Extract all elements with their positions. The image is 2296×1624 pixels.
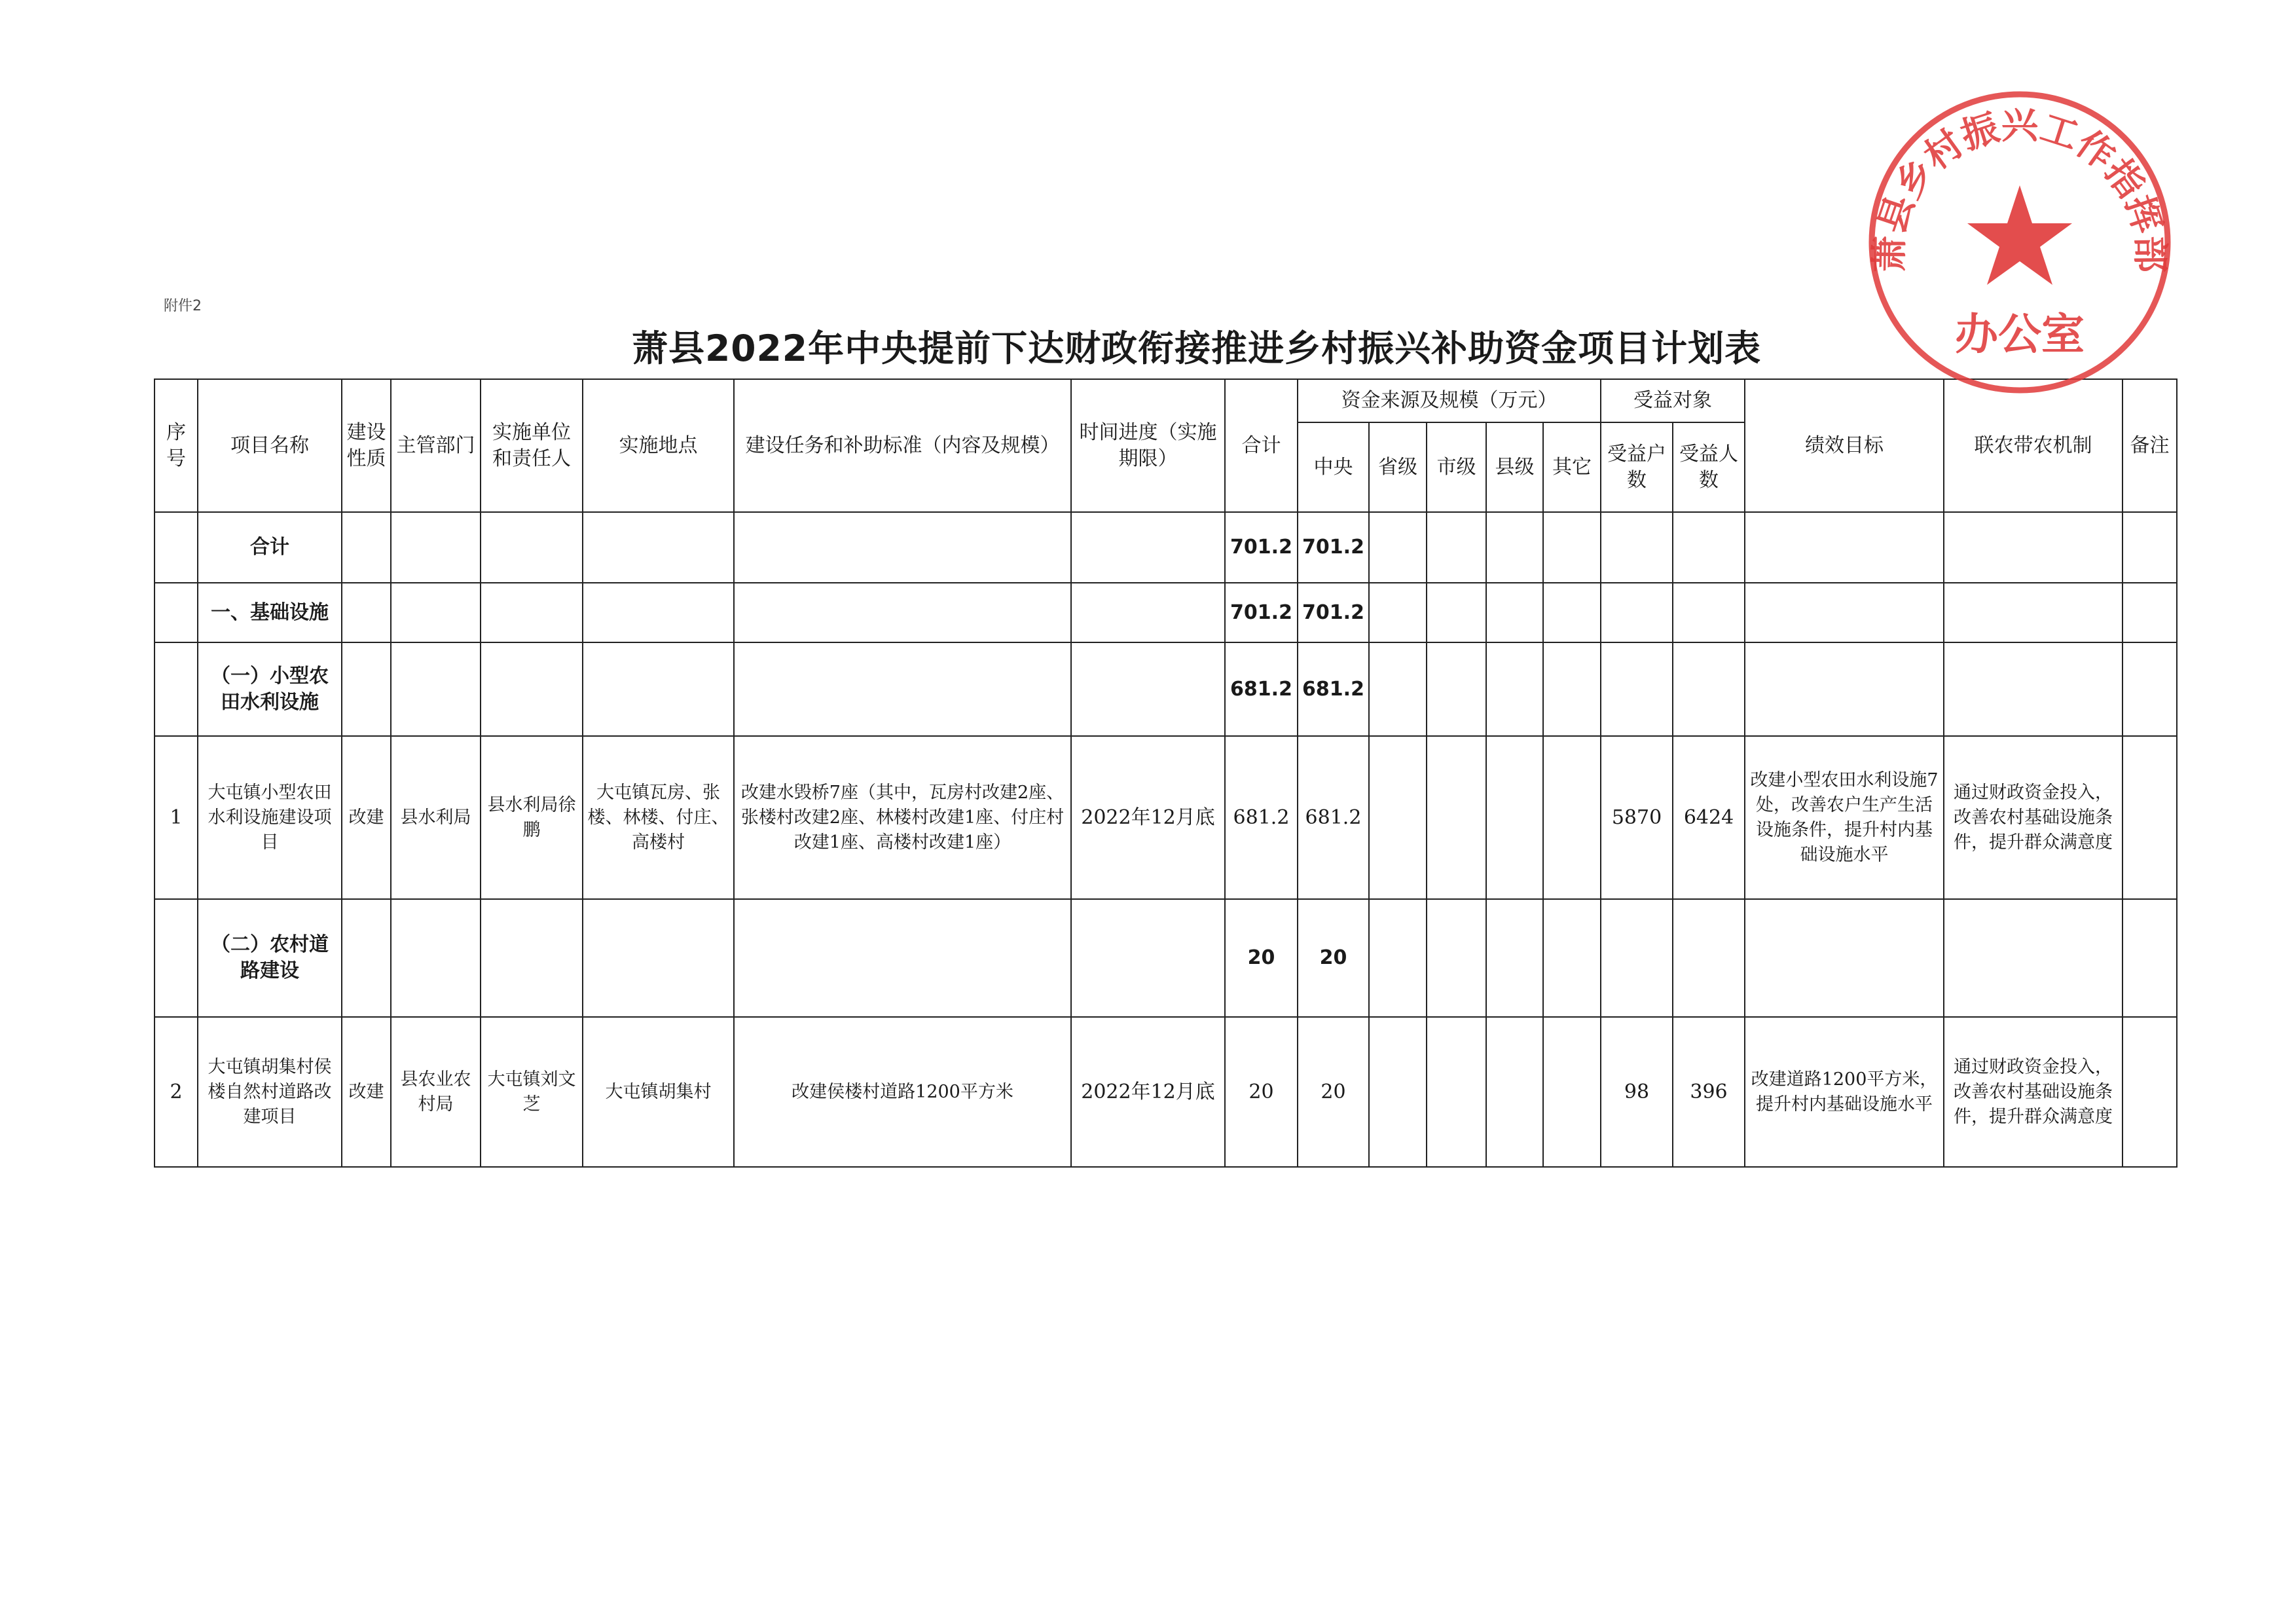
cell-empty [734,642,1071,736]
cell-empty [1601,899,1673,1017]
cell-empty [1543,642,1601,736]
cell-empty [481,642,583,736]
cell-empty [155,512,198,583]
header-people: 受益人数 [1673,422,1745,512]
p1-people: 6424 [1673,736,1745,899]
row-sub1-name: （一）小型农田水利设施 [198,642,342,736]
cell-empty [1944,642,2123,736]
cell-empty [391,642,481,736]
cell-empty [583,512,734,583]
cell-empty [1369,899,1427,1017]
table-row-project-1 [155,736,2177,899]
p1-total: 681.2 [1225,736,1298,899]
row-sub1-total: 681.2 [1225,642,1298,736]
header-county: 县级 [1486,422,1543,512]
p2-dept: 县农业农村局 [391,1017,481,1167]
cell-empty [481,899,583,1017]
cell-empty [1673,583,1745,642]
cell-empty [1601,583,1673,642]
cell-empty [1486,642,1543,736]
cell-empty [1369,642,1427,736]
p1-unit: 县水利局徐鹏 [481,736,583,899]
cell-empty [1745,512,1944,583]
header-task: 建设任务和补助标准（内容及规模） [734,379,1071,512]
star-icon [1967,185,2072,285]
header-seq: 序号 [155,379,198,512]
header-other: 其它 [1543,422,1601,512]
table-row-project-2 [155,1017,2177,1167]
p2-households: 98 [1601,1017,1673,1167]
row-sub1-central: 681.2 [1298,642,1369,736]
cell-empty [583,642,734,736]
cell-empty [1543,736,1601,899]
row-total-name: 合计 [198,512,342,583]
cell-empty [1543,1017,1601,1167]
cell-empty [342,899,391,1017]
cell-empty [1071,512,1225,583]
p1-central: 681.2 [1298,736,1369,899]
p2-unit: 大屯镇刘文芝 [481,1017,583,1167]
cell-empty [391,512,481,583]
document-title: 萧县2022年中央提前下达财政衔接推进乡村振兴补助资金项目计划表 [632,327,1762,369]
p2-mechanism: 通过财政资金投入，改善农村基础设施条件，提升群众满意度 [1944,1017,2123,1167]
cell-empty [1486,583,1543,642]
p2-central: 20 [1298,1017,1369,1167]
table-row-subcategory [155,642,2177,736]
row-cat1-total: 701.2 [1225,583,1298,642]
row-sub2-central: 20 [1298,899,1369,1017]
cell-empty [391,899,481,1017]
header-location: 实施地点 [583,379,734,512]
header-dept: 主管部门 [391,379,481,512]
p2-total: 20 [1225,1017,1298,1167]
p1-schedule: 2022年12月底 [1071,736,1225,899]
cell-empty [1427,1017,1486,1167]
cell-empty [155,899,198,1017]
header-schedule: 时间进度（实施期限） [1071,379,1225,512]
cell-empty [1369,1017,1427,1167]
cell-empty [1486,1017,1543,1167]
cell-empty [2123,512,2177,583]
cell-empty [155,642,198,736]
header-goal: 绩效目标 [1745,379,1944,512]
cell-empty [1486,512,1543,583]
header-nature: 建设性质 [342,379,391,512]
cell-empty [1673,512,1745,583]
header-benefit-group: 受益对象 [1601,379,1745,422]
cell-empty [1543,583,1601,642]
cell-empty [342,512,391,583]
cell-empty [1601,642,1673,736]
cell-empty [1071,899,1225,1017]
cell-empty [1369,512,1427,583]
p1-name: 大屯镇小型农田水利设施建设项目 [198,736,342,899]
annex-label: 附件2 [164,298,202,314]
cell-empty [2123,583,2177,642]
cell-empty [1427,512,1486,583]
cell-empty [1543,899,1601,1017]
header-funding-group: 资金来源及规模（万元） [1298,379,1601,422]
p1-households: 5870 [1601,736,1673,899]
header-unit: 实施单位和责任人 [481,379,583,512]
p2-nature: 改建 [342,1017,391,1167]
cell-empty [1427,642,1486,736]
header-name: 项目名称 [198,379,342,512]
row-total-total: 701.2 [1225,512,1298,583]
cell-empty [481,583,583,642]
p1-location: 大屯镇瓦房、张楼、林楼、付庄、高楼村 [583,736,734,899]
cell-empty [1745,642,1944,736]
cell-empty [1486,736,1543,899]
header-mechanism: 联农带农机制 [1944,379,2123,512]
cell-empty [342,642,391,736]
table-row-category [155,583,2177,642]
cell-empty [1601,512,1673,583]
p1-seq: 1 [155,736,198,899]
p2-schedule: 2022年12月底 [1071,1017,1225,1167]
p2-seq: 2 [155,1017,198,1167]
seal-ring-text: 萧县乡村振兴工作指挥部 [1868,104,2172,273]
row-cat1-name: 一、基础设施 [198,583,342,642]
header-central: 中央 [1298,422,1369,512]
cell-empty [583,583,734,642]
cell-empty [2123,1017,2177,1167]
cell-empty [1673,899,1745,1017]
p2-name: 大屯镇胡集村侯楼自然村道路改建项目 [198,1017,342,1167]
cell-empty [1427,736,1486,899]
row-total-central: 701.2 [1298,512,1369,583]
cell-empty [342,583,391,642]
table-row-total [155,512,2177,583]
cell-empty [734,899,1071,1017]
cell-empty [1369,583,1427,642]
cell-empty [583,899,734,1017]
cell-empty [1543,512,1601,583]
cell-empty [1071,642,1225,736]
project-plan-table [154,378,2178,1168]
cell-empty [391,583,481,642]
cell-empty [155,583,198,642]
cell-empty [1944,583,2123,642]
cell-empty [481,512,583,583]
p1-goal: 改建小型农田水利设施7处，改善农户生产生活设施条件，提升村内基础设施水平 [1745,736,1944,899]
cell-empty [1673,642,1745,736]
p1-dept: 县水利局 [391,736,481,899]
header-households: 受益户数 [1601,422,1673,512]
cell-empty [1071,583,1225,642]
header-provincial: 省级 [1369,422,1427,512]
cell-empty [1427,899,1486,1017]
row-sub2-name: （二）农村道路建设 [198,899,342,1017]
cell-empty [2123,899,2177,1017]
header-city: 市级 [1427,422,1486,512]
seal-office-text: 办公室 [1955,309,2085,360]
cell-empty [1944,512,2123,583]
cell-empty [734,583,1071,642]
p2-goal: 改建道路1200平方米，提升村内基础设施水平 [1745,1017,1944,1167]
p2-people: 396 [1673,1017,1745,1167]
p1-nature: 改建 [342,736,391,899]
row-sub2-total: 20 [1225,899,1298,1017]
p2-task: 改建侯楼村道路1200平方米 [734,1017,1071,1167]
cell-empty [1486,899,1543,1017]
header-remark: 备注 [2123,379,2177,512]
cell-empty [1427,583,1486,642]
cell-empty [734,512,1071,583]
cell-empty [1369,736,1427,899]
row-cat1-central: 701.2 [1298,583,1369,642]
cell-empty [1944,899,2123,1017]
header-total: 合计 [1225,379,1298,512]
p1-mechanism: 通过财政资金投入，改善农村基础设施条件，提升群众满意度 [1944,736,2123,899]
table-row-subcategory-2 [155,899,2177,1017]
cell-empty [1745,899,1944,1017]
cell-empty [2123,736,2177,899]
p1-task: 改建水毁桥7座（其中，瓦房村改建2座、张楼村改建2座、林楼村改建1座、付庄村改建1座、高楼村改建1座） [734,736,1071,899]
p2-location: 大屯镇胡集村 [583,1017,734,1167]
cell-empty [1745,583,1944,642]
cell-empty [2123,642,2177,736]
official-seal [1865,87,2175,397]
